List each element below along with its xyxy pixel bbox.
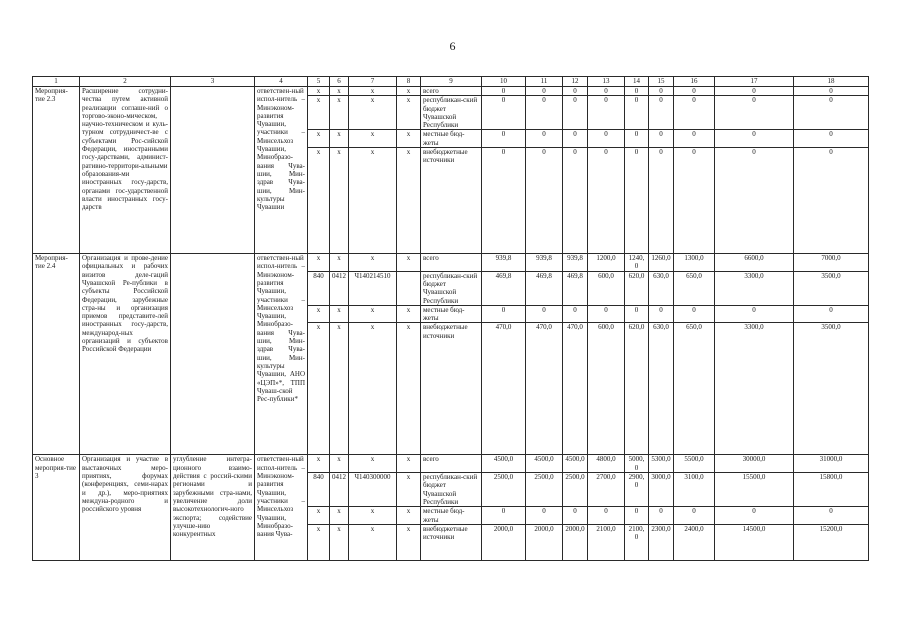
grbs-code: х: [308, 524, 330, 560]
amount-cell: 31000,0: [794, 455, 869, 473]
amount-cell: 469,8: [482, 271, 526, 305]
amount-cell: 469,8: [563, 271, 588, 305]
amount-cell: 0: [526, 305, 563, 323]
column-number: 11: [526, 77, 563, 87]
amount-cell: 0: [625, 130, 649, 148]
amount-cell: 0: [588, 507, 625, 525]
funding-source: внебюджетные источники: [421, 524, 482, 560]
event-name: Организация и прове-дение официальных и рабочих визитов деле-гаций Чувашской Ре-публики в субъекты Российской Федерации, зарубежные стра-ны и организация приемов представите-лей иностранных госу-дарств, международ-ных организаций и субъектов Российской Федерации: [80, 254, 171, 455]
amount-cell: 2500,0: [482, 473, 526, 507]
amount-cell: 0: [588, 87, 625, 96]
rzpr-code: х: [330, 305, 349, 323]
amount-cell: 650,0: [674, 323, 715, 455]
amount-cell: 0: [588, 305, 625, 323]
grbs-code: х: [308, 148, 330, 254]
funding-source: местные бюд-жеты: [421, 305, 482, 323]
amount-cell: 0: [715, 87, 794, 96]
page-number: 6: [449, 39, 456, 53]
funding-source: всего: [421, 254, 482, 272]
amount-cell: 2000,0: [563, 524, 588, 560]
csr-code: х: [349, 254, 397, 272]
csr-code: х: [349, 323, 397, 455]
rzpr-code: х: [330, 254, 349, 272]
amount-cell: 0: [715, 148, 794, 254]
amount-cell: 4800,0: [588, 455, 625, 473]
column-number: 1: [33, 77, 80, 87]
amount-cell: 0: [526, 507, 563, 525]
funding-source: республикан-ский бюджет Чувашской Республики: [421, 473, 482, 507]
amount-cell: 2000,0: [482, 524, 526, 560]
amount-cell: 2100,0: [588, 524, 625, 560]
vr-code: х: [397, 96, 421, 130]
amount-cell: 0: [649, 148, 674, 254]
amount-cell: 2500,0: [526, 473, 563, 507]
amount-cell: 0: [563, 87, 588, 96]
vr-code: х: [397, 323, 421, 455]
responsible-executor: ответствен-ный испол-нитель – Минэконом-развития Чувашии, участники – Минсельхоз Чувашии, Минобразо-вания Чува-шии, Мин-здрав Чува-шии, Мин-культуры Чувашии, АНО «ЦЭП»*, ТПП Чуваш-ской Рес-публики*: [255, 254, 308, 455]
amount-cell: 0: [715, 507, 794, 525]
event-name: Расширение сотрудни-чества путем активной реализации соглаше-ний о торгово-эконо-мическом, научно-техническом и куль-турном сотрудничест-ве с субъектами Рос-сийской Федерации, иностранными госу-дарствами, админист-ративно-территори-альными образования-ми иностранных госу-дарств, органами гос-ударственной власти иностранных госу-дарств: [80, 87, 171, 254]
amount-cell: 0: [526, 148, 563, 254]
amount-cell: 600,0: [588, 271, 625, 305]
amount-cell: 0: [715, 96, 794, 130]
vr-code: х: [397, 87, 421, 96]
amount-cell: 0: [563, 148, 588, 254]
grbs-code: х: [308, 130, 330, 148]
amount-cell: 5300,0: [649, 455, 674, 473]
amount-cell: 0: [563, 507, 588, 525]
funding-source: республикан-ский бюджет Чувашской Республики: [421, 96, 482, 130]
rzpr-code: х: [330, 323, 349, 455]
amount-cell: 6600,0: [715, 254, 794, 272]
responsible-executor: ответствен-ный испол-нитель – Минэконом-развития Чувашии, участники – Минсельхоз Чувашии, Минобразо-вания Чува-: [255, 455, 308, 560]
amount-cell: 15800,0: [794, 473, 869, 507]
amount-cell: 630,0: [649, 271, 674, 305]
rzpr-code: х: [330, 455, 349, 473]
column-number: 14: [625, 77, 649, 87]
amount-cell: 0: [482, 148, 526, 254]
column-number: 8: [397, 77, 421, 87]
amount-cell: 0: [794, 305, 869, 323]
amount-cell: 0: [482, 87, 526, 96]
grbs-code: 840: [308, 473, 330, 507]
amount-cell: 3500,0: [794, 323, 869, 455]
column-number: 4: [255, 77, 308, 87]
funding-source: республикан-ский бюджет Чувашской Республики: [421, 271, 482, 305]
amount-cell: 2700,0: [588, 473, 625, 507]
amount-cell: 0: [482, 305, 526, 323]
rzpr-code: х: [330, 130, 349, 148]
rzpr-code: х: [330, 148, 349, 254]
amount-cell: 0: [563, 96, 588, 130]
grbs-code: х: [308, 254, 330, 272]
grbs-code: х: [308, 455, 330, 473]
amount-cell: 0: [674, 148, 715, 254]
amount-cell: 0: [715, 130, 794, 148]
amount-cell: 3500,0: [794, 271, 869, 305]
amount-cell: 0: [794, 507, 869, 525]
amount-cell: 0: [588, 148, 625, 254]
amount-cell: 1200,0: [588, 254, 625, 272]
amount-cell: 0: [482, 96, 526, 130]
amount-cell: 2300,0: [649, 524, 674, 560]
event-code: Мероприя-тие 2.4: [33, 254, 80, 455]
amount-cell: 0: [563, 130, 588, 148]
column-number: 3: [171, 77, 255, 87]
amount-cell: 7000,0: [794, 254, 869, 272]
amount-cell: 939,8: [563, 254, 588, 272]
vr-code: х: [397, 473, 421, 507]
column-number: 10: [482, 77, 526, 87]
column-number: 9: [421, 77, 482, 87]
funding-source: всего: [421, 455, 482, 473]
funding-source: всего: [421, 87, 482, 96]
column-number: 16: [674, 77, 715, 87]
grbs-code: х: [308, 96, 330, 130]
event-name: Организация и участие в выставочных меро-приятиях, форумах (конференциях, семи-нарах и др.), меро-приятиях междуна-родного и российского уровня: [80, 455, 171, 560]
funding-source: местные бюд-жеты: [421, 130, 482, 148]
rzpr-code: х: [330, 87, 349, 96]
csr-code: х: [349, 524, 397, 560]
amount-cell: 1300,0: [674, 254, 715, 272]
amount-cell: 5000,0: [625, 455, 649, 473]
rzpr-code: 0412: [330, 271, 349, 305]
amount-cell: 15200,0: [794, 524, 869, 560]
amount-cell: 0: [625, 148, 649, 254]
amount-cell: 469,8: [526, 271, 563, 305]
csr-code: х: [349, 305, 397, 323]
amount-cell: 0: [482, 130, 526, 148]
event-goal: [171, 87, 255, 254]
amount-cell: 0: [794, 87, 869, 96]
vr-code: х: [397, 524, 421, 560]
amount-cell: 470,0: [482, 323, 526, 455]
amount-cell: 620,0: [625, 271, 649, 305]
event-code: Основное мероприя-тие 3: [33, 455, 80, 560]
column-number: 18: [794, 77, 869, 87]
rzpr-code: х: [330, 96, 349, 130]
column-number: 2: [80, 77, 171, 87]
csr-code: х: [349, 148, 397, 254]
amount-cell: 3300,0: [715, 271, 794, 305]
event-code: Мероприя-тие 2.3: [33, 87, 80, 254]
amount-cell: 650,0: [674, 271, 715, 305]
csr-code: х: [349, 96, 397, 130]
csr-code: х: [349, 507, 397, 525]
amount-cell: 0: [649, 130, 674, 148]
csr-code: Ч140300000: [349, 473, 397, 507]
amount-cell: 2000,0: [526, 524, 563, 560]
event-goal: [171, 254, 255, 455]
column-number: 13: [588, 77, 625, 87]
amount-cell: 470,0: [526, 323, 563, 455]
rzpr-code: х: [330, 524, 349, 560]
rzpr-code: 0412: [330, 473, 349, 507]
table-row: [33, 87, 869, 96]
amount-cell: 470,0: [563, 323, 588, 455]
column-number: 17: [715, 77, 794, 87]
amount-cell: 0: [674, 87, 715, 96]
rzpr-code: х: [330, 507, 349, 525]
amount-cell: 2900,0: [625, 473, 649, 507]
amount-cell: 0: [482, 507, 526, 525]
amount-cell: 3100,0: [674, 473, 715, 507]
amount-cell: 0: [526, 130, 563, 148]
amount-cell: 14500,0: [715, 524, 794, 560]
amount-cell: 0: [794, 130, 869, 148]
csr-code: Ч140214510: [349, 271, 397, 305]
amount-cell: 0: [625, 305, 649, 323]
amount-cell: 939,8: [482, 254, 526, 272]
amount-cell: 0: [649, 305, 674, 323]
amount-cell: 0: [649, 96, 674, 130]
vr-code: х: [397, 507, 421, 525]
funding-source: внебюджетные источники: [421, 148, 482, 254]
responsible-executor: ответствен-ный испол-нитель – Минэконом-развития Чувашии, участники – Минсельхоз Чувашии, Минобразо-вания Чува-шии, Мин-здрав Чува-шии, Мин-культуры Чувашии: [255, 87, 308, 254]
amount-cell: 30000,0: [715, 455, 794, 473]
amount-cell: 0: [674, 305, 715, 323]
grbs-code: х: [308, 87, 330, 96]
csr-code: х: [349, 130, 397, 148]
event-goal: углубление интегра-ционного взаимо-действия с россий-скими регионами и зарубежными стра-нами, увеличение доли высокотехнологич-ного экспорта; содействие улучше-нию конкурентных: [171, 455, 255, 560]
financing-table: [32, 76, 869, 561]
amount-cell: 0: [588, 96, 625, 130]
table-row: [33, 455, 869, 473]
column-number-row: [33, 77, 869, 87]
column-number: 12: [563, 77, 588, 87]
amount-cell: 0: [674, 507, 715, 525]
csr-code: х: [349, 455, 397, 473]
amount-cell: 0: [674, 96, 715, 130]
table-row: [33, 254, 869, 272]
column-number: 7: [349, 77, 397, 87]
amount-cell: 2500,0: [563, 473, 588, 507]
column-number: 5: [308, 77, 330, 87]
amount-cell: 939,8: [526, 254, 563, 272]
amount-cell: 4500,0: [526, 455, 563, 473]
amount-cell: 4500,0: [482, 455, 526, 473]
amount-cell: 630,0: [649, 323, 674, 455]
amount-cell: 0: [674, 130, 715, 148]
grbs-code: 840: [308, 271, 330, 305]
column-number: 6: [330, 77, 349, 87]
amount-cell: 0: [794, 148, 869, 254]
vr-code: х: [397, 305, 421, 323]
amount-cell: 600,0: [588, 323, 625, 455]
amount-cell: 4500,0: [563, 455, 588, 473]
amount-cell: 0: [526, 87, 563, 96]
amount-cell: 0: [588, 130, 625, 148]
funding-source: внебюджетные источники: [421, 323, 482, 455]
csr-code: х: [349, 87, 397, 96]
amount-cell: 620,0: [625, 323, 649, 455]
amount-cell: 0: [625, 96, 649, 130]
amount-cell: 0: [526, 96, 563, 130]
vr-code: [397, 271, 421, 305]
amount-cell: 0: [625, 87, 649, 96]
amount-cell: 0: [649, 507, 674, 525]
column-number: 15: [649, 77, 674, 87]
amount-cell: 5500,0: [674, 455, 715, 473]
amount-cell: 0: [794, 96, 869, 130]
vr-code: х: [397, 254, 421, 272]
vr-code: х: [397, 148, 421, 254]
amount-cell: 0: [715, 305, 794, 323]
grbs-code: х: [308, 507, 330, 525]
vr-code: х: [397, 455, 421, 473]
amount-cell: 0: [649, 87, 674, 96]
grbs-code: х: [308, 323, 330, 455]
amount-cell: 1240,0: [625, 254, 649, 272]
vr-code: х: [397, 130, 421, 148]
amount-cell: 15500,0: [715, 473, 794, 507]
amount-cell: 2400,0: [674, 524, 715, 560]
amount-cell: 3000,0: [649, 473, 674, 507]
amount-cell: 3300,0: [715, 323, 794, 455]
amount-cell: 0: [625, 507, 649, 525]
amount-cell: 2100,0: [625, 524, 649, 560]
amount-cell: 1260,0: [649, 254, 674, 272]
amount-cell: 0: [563, 305, 588, 323]
grbs-code: х: [308, 305, 330, 323]
funding-source: местные бюд-жеты: [421, 507, 482, 525]
